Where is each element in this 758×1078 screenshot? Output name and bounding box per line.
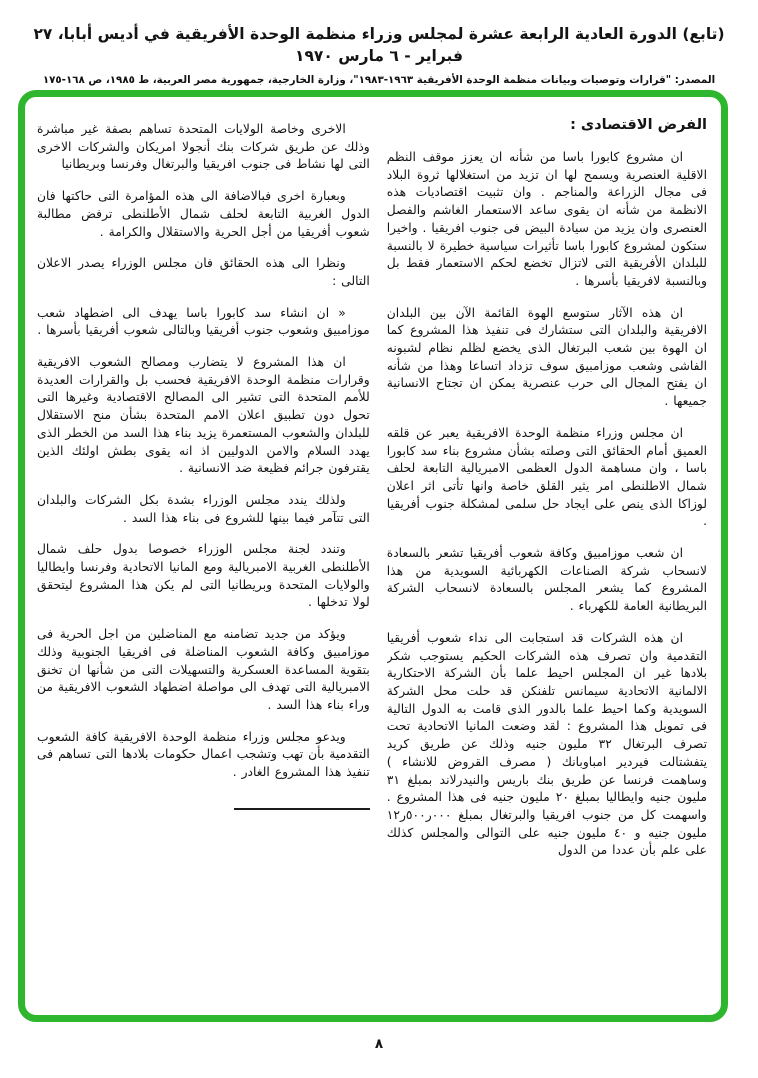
frame-content <box>25 97 721 1015</box>
paragraph: ونظرا الى هذه الحقائق فان مجلس الوزراء يصدر الاعلان التالى : <box>37 256 370 288</box>
paragraph: وبعبارة اخرى فبالاضافة الى هذه المؤامرة التى حاكتها فان الدول الغربية التابعة لحلف شمال الأطلنطى ترفض مطالبة شعوب أفريقيا من أجل الحرية والاستقلال والكرامة . <box>37 189 370 239</box>
paragraph: ان هذه الشركات قد استجابت الى نداء شعوب أفريقيا التقدمية وان تصرف هذه الشركات الحكيم يستوجب شكر بلادها غير ان المجلس احيط علما بأن الشركة الاحتكارية الالمانية الاتحادية سيمانس تلفنكن قد حلت محل الشركة السويدية وكما احيط علما بالدور الذى قامت به الدول التالية فى تمويل هذا المشروع : لقد وضعت المانيا الاتحادية تحت تصرف البرتغال ٣٢ مليون جنيه وذلك عن طريق كريد يتفشتالت فيردير امباوبانك ( مصرف القروض للانشاء ) وساهمت فرنسا عن طريق بنك باريس والنيدرلاند بمبلغ ٣١ مليون جنيه وايطاليا بمبلغ ٢٠ مليون جنيه فى هذا المشروع . واسهمت كل من جنوب افريقيا والبرتغال بمبلغ ٠٠٠ر٥٠٠ر١٢ مليون جنيه و ٤٠ مليون جنيه على التوالى والمجلس كذلك على علم بأن عددا من الدول <box>386 630 707 858</box>
source-citation: المصدر: "قرارات وتوصيات وبيانات منظمة الوحدة الأفريقية ١٩٦٣-١٩٨٣"، وزارة الخارجية، جمهورية مصر العربية، ط ١٩٨٥، ص ١٦٨-١٧٥ <box>42 74 716 87</box>
page-number: ٨ <box>374 1036 384 1052</box>
paragraph: ان شعب موزامبيق وكافة شعوب أفريقيا تشعر بالسعادة لانسحاب شركة الصناعات الكهربائية السويدية من هذا المشروع كما يشعر المجلس بالسعادة لانسحاب الشركة البريطانية العامة للكهرباء . <box>386 546 707 614</box>
paragraph: ان مشروع كابورا باسا من شأنه ان يعزز موقف النظم الاقلية العنصرية ويسمح لها ان تزيد من استغلالها ثروة البلاد فى مجال الزراعة والمناجم . وان تثبيت اقتصاديات هذه الانظمة من شأنه ان يقوى ساعد الاستعمار الغاشم والفصل العنصرى وان يزيد من سيادة البيض فى جنوب افريقيا . واخيرا ستكون لمشروع كابورا باسا تأثيرات سياسية خطيرة لا بالنسبة للبلدان الأفريقية التى لاتزال تخضع لحكم الاستعمار فقط بل وبالنسبة لافريقيا بأسرها . <box>386 150 707 288</box>
paragraph: ان مجلس وزراء منظمة الوحدة الافريقية يعبر عن قلقه العميق أمام الحقائق التى وصلته بشأن مشروع بناء سد كابورا باسا ، وان مساهمة الدول العظمى الامبريالية التابعة لحلف شمال الاطلنطى امر يثير القلق خاصة وانها تأتى اثر اعلان لوزاكا الذى ينص على ايجاد حل سلمى لمشكلة جنوب أفريقيا . <box>386 425 707 529</box>
right-column <box>387 117 707 1005</box>
green-border-frame <box>18 90 728 1022</box>
paragraph: ويدعو مجلس وزراء منظمة الوحدة الافريقية كافة الشعوب التقدمية بأن تهب وتشجب اعمال حكومات بلادها التى تساهم فى تنفيذ هذا المشروع الغادر . <box>37 729 370 780</box>
paragraph: ان هذه الآثار ستوسع الهوة القائمة الآن بين البلدان الافريقية والبلدان التى ستشارك فى تنفيذ هذا المشروع كما ان الهوة بين شعب البرتغال الذى يخضع لظلم نظام لشبونه الفاشى وشعب موزامبيق سوف تزداد اتساعا وهذا من شأنه ان يفتح المجال الى حرب عنصرية يمكن ان تجتاح الانسانية جميعها . <box>386 305 707 409</box>
left-column <box>37 117 370 1005</box>
paragraph: وتندد لجنة مجلس الوزراء خصوصا بدول حلف شمال الأطلنطى الغربية الامبريالية ومع المانيا الاتحادية وفرنسا وايطاليا والولايات المتحدة وبريطانيا التى لم يكن هذا المشروع ليتحقق لولا تدخلها . <box>37 542 370 610</box>
paragraph: ان هذا المشروع لا يتضارب ومصالح الشعوب الافريقية وقرارات منظمة الوحدة الافريقية فحسب بل والقرارات العديدة للأمم المتحدة التى تشير الى المصالح الاقتصادية وغيرها التى تحول دون تطبيق اعلان الامم المتحدة بشأن منح الاستقلال للبلدان والشعوب المستعمرة يزيد بناء هذا السد من الخطر الذى يهدد السلام والامن الدوليين اذ انه يقوى بطش اولئك الذين يقترفون جرائم فظيعة ضد الانسانية . <box>37 355 370 476</box>
paragraph: الاخرى وخاصة الولايات المتحدة تساهم بصفة غير مباشرة وذلك عن طريق شركات بنك أنجولا امريكان والشركات الاخرى التى لها نشاط فى جنوب افريقيا والبرتغال وفرنسا وبريطانيا <box>37 122 370 172</box>
two-column-layout <box>37 117 707 1005</box>
section-heading-economic-purpose: الفرض الاقتصادى : <box>570 117 707 133</box>
page-header <box>0 0 758 86</box>
paragraph: ويؤكد من جديد تضامنه مع المناضلين من اجل الحرية فى موزامبيق وكافة الشعوب المناضلة فى افريقيا الجنوبية وذلك بتقوية المساعدة العسكرية والتسهيلات التى من شأنها ان تخنق الامبريالية التى تهدف الى مواصلة اضطهاد الشعوب الافريقية من وراء بناء هذا السد . <box>37 627 370 712</box>
session-title: (تابع) الدورة العادية الرابعة عشرة لمجلس وزراء منظمة الوحدة الأفريقية في أديس أبابا، ٢٧ فبراير - ٦ مارس ١٩٧٠ <box>33 25 725 65</box>
paragraph: « ان انشاء سد كابورا باسا يهدف الى اضطهاد شعب موزامبيق وشعوب جنوب أفريقيا وبالتالى شعوب أفريقيا بأسرها . <box>37 305 370 338</box>
footnote-divider <box>234 808 370 810</box>
paragraph: ولذلك يندد مجلس الوزراء بشدة بكل الشركات والبلدان التى تتآمر فيما بينها للشروع فى بناء هذا السد . <box>37 492 370 525</box>
